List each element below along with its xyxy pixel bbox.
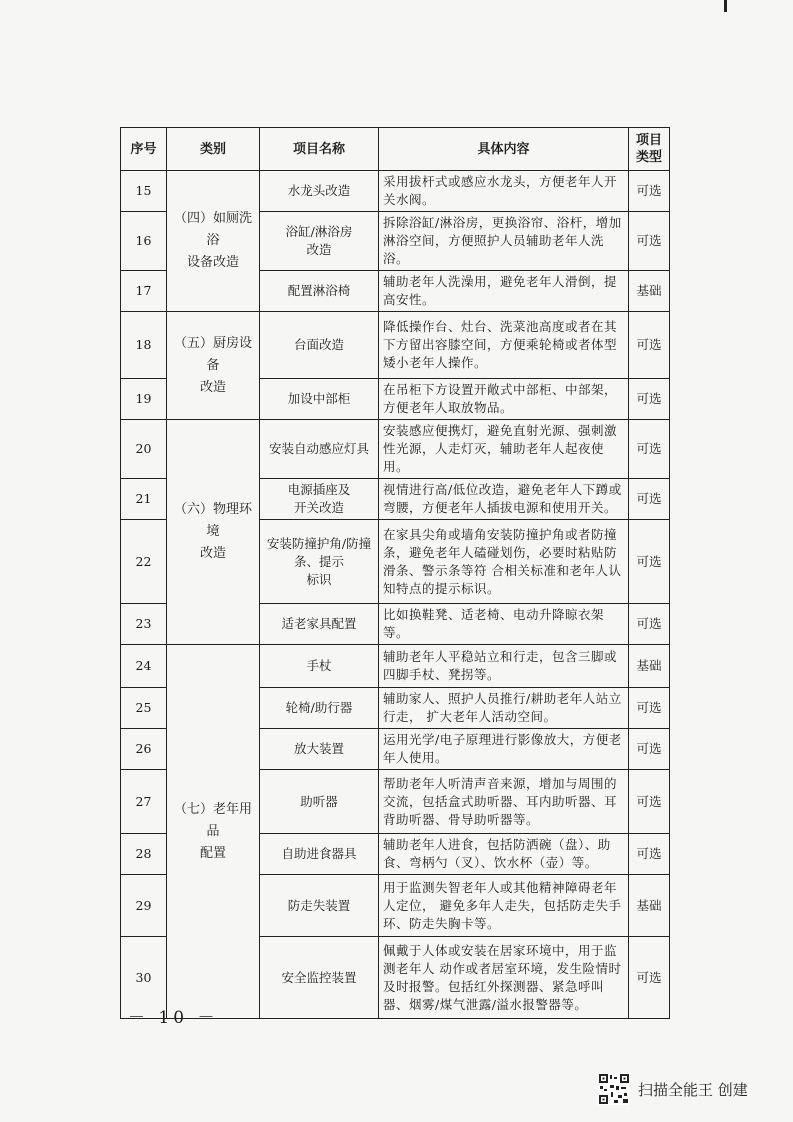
item-name: 浴缸/淋浴房 改造 — [260, 212, 379, 271]
item-content: 运用光学/电子原理进行影像放大，方便老年人使用。 — [379, 729, 629, 770]
row-number: 21 — [121, 479, 167, 520]
item-name: 防走失装置 — [260, 875, 379, 937]
row-number: 30 — [121, 937, 167, 1019]
item-content: 辅助老年人平稳站立和行走，包含三脚或四脚手杖、凳拐等。 — [379, 645, 629, 688]
item-content: 辅助家人、照护人员推行/耕助老年人站立行走， 扩大老年人活动空间。 — [379, 688, 629, 729]
scanner-badge — [598, 1073, 748, 1105]
item-type: 可选 — [629, 770, 670, 834]
category-cell: （四）如厕洗浴 设备改造 — [167, 171, 260, 312]
item-type: 可选 — [629, 312, 670, 379]
item-name: 电源插座及 开关改造 — [260, 479, 379, 520]
category-cell: （五）厨房设备 改造 — [167, 312, 260, 420]
item-type: 可选 — [629, 834, 670, 875]
row-number: 20 — [121, 420, 167, 479]
item-name: 安装自动感应灯具 — [260, 420, 379, 479]
qr-code-icon — [598, 1073, 630, 1105]
item-type: 可选 — [629, 729, 670, 770]
header-category: 类别 — [167, 128, 260, 171]
table-body — [121, 171, 670, 1019]
item-content: 辅助老年人洗澡用，避免老年人滑倒，提高安性。 — [379, 271, 629, 312]
row-number: 22 — [121, 520, 167, 604]
item-content: 佩戴于人体或安装在居家环境中，用于监测老年人 动作或者居室环境，发生险情时及时报警。包括红外探测器、紧急呼叫器、烟雾/煤气泄露/溢水报警器等。 — [379, 937, 629, 1019]
item-name: 适老家具配置 — [260, 604, 379, 645]
renovation-items-table — [120, 127, 670, 1019]
item-content: 采用拔杆式或感应水龙头，方便老年人开关水阀。 — [379, 171, 629, 212]
row-number: 23 — [121, 604, 167, 645]
header-name: 项目名称 — [260, 128, 379, 171]
row-number: 26 — [121, 729, 167, 770]
item-name: 配置淋浴椅 — [260, 271, 379, 312]
item-name: 加设中部柜 — [260, 379, 379, 420]
row-number: 28 — [121, 834, 167, 875]
item-name: 台面改造 — [260, 312, 379, 379]
item-content: 视情进行高/低位改造，避免老年人下蹲或弯腰，方便老年人插拔电源和使用开关。 — [379, 479, 629, 520]
row-number: 29 — [121, 875, 167, 937]
item-name: 自助进食器具 — [260, 834, 379, 875]
row-number: 24 — [121, 645, 167, 688]
category-cell: （六）物理环境 改造 — [167, 420, 260, 645]
item-type: 可选 — [629, 604, 670, 645]
item-name: 安装防撞护角/防撞条、提示 标识 — [260, 520, 379, 604]
item-type: 可选 — [629, 937, 670, 1019]
corner-mark — [724, 0, 727, 12]
item-name: 安全监控装置 — [260, 937, 379, 1019]
item-type: 可选 — [629, 520, 670, 604]
page-number: － 10 － — [128, 1008, 219, 1028]
item-type: 基础 — [629, 271, 670, 312]
header-no: 序号 — [121, 128, 167, 171]
item-content: 拆除浴缸/淋浴房，更换浴帘、浴杆，增加淋浴空间，方便照护人员辅助老年人洗浴。 — [379, 212, 629, 271]
item-name: 水龙头改造 — [260, 171, 379, 212]
item-content: 用于监测失智老年人或其他精神障碍老年人定位， 避免多年人走失，包括防走失手环、防走失胸卡等。 — [379, 875, 629, 937]
item-name: 手杖 — [260, 645, 379, 688]
table-row — [121, 645, 670, 688]
item-type: 可选 — [629, 420, 670, 479]
item-type: 基础 — [629, 645, 670, 688]
item-content: 在家具尖角或墙角安装防撞护角或者防撞条，避免老年人磕碰划伤，必要时粘贴防滑条、警示条等符 合相关标准和老年人认知特点的提示标识。 — [379, 520, 629, 604]
item-type: 可选 — [629, 379, 670, 420]
item-type: 可选 — [629, 212, 670, 271]
item-content: 安装感应便携灯，避免直射光源、强刺激性光源，人走灯灭，辅助老年人起夜使用。 — [379, 420, 629, 479]
item-type: 可选 — [629, 688, 670, 729]
row-number: 16 — [121, 212, 167, 271]
table-row — [121, 420, 670, 479]
table-header-row — [121, 128, 670, 171]
item-type: 可选 — [629, 171, 670, 212]
item-name: 助听器 — [260, 770, 379, 834]
item-content: 降低操作台、灶台、洗菜池高度或者在其下方留出容膝空间，方便乘轮椅或者体型矮小老年人操作。 — [379, 312, 629, 379]
scanner-label: 扫描全能王 创建 — [638, 1080, 748, 1099]
table-row — [121, 171, 670, 212]
row-number: 15 — [121, 171, 167, 212]
item-content: 帮助老年人听清声音来源，增加与周围的交流，包括盒式助听器、耳内助听器、耳背助听器、骨导助听器等。 — [379, 770, 629, 834]
row-number: 18 — [121, 312, 167, 379]
item-name: 轮椅/助行器 — [260, 688, 379, 729]
table-row — [121, 312, 670, 379]
row-number: 27 — [121, 770, 167, 834]
item-content: 在吊柜下方设置开敞式中部柜、中部架，方便老年人取放物品。 — [379, 379, 629, 420]
item-content: 比如换鞋凳、适老椅、电动升降晾衣架等。 — [379, 604, 629, 645]
row-number: 25 — [121, 688, 167, 729]
item-content: 辅助老年人进食，包括防洒碗（盘）、助食、弯柄勺（叉）、饮水杯（壶）等。 — [379, 834, 629, 875]
item-name: 放大装置 — [260, 729, 379, 770]
row-number: 17 — [121, 271, 167, 312]
category-cell: （七）老年用品 配置 — [167, 645, 260, 1019]
header-type: 项目 类型 — [629, 128, 670, 171]
item-type: 可选 — [629, 479, 670, 520]
header-content: 具体内容 — [379, 128, 629, 171]
item-type: 基础 — [629, 875, 670, 937]
row-number: 19 — [121, 379, 167, 420]
